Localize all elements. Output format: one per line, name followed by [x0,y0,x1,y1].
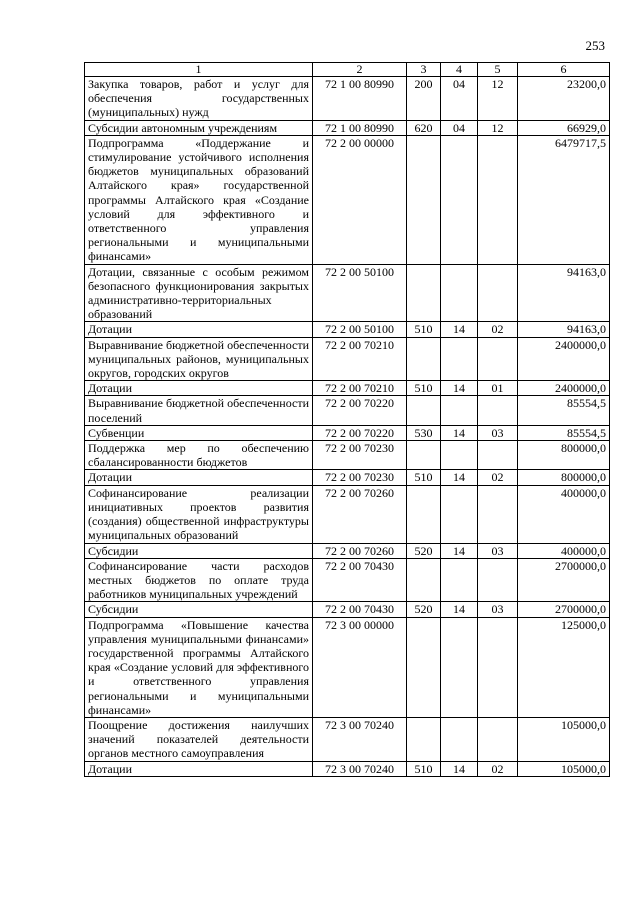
row-type-cell: 520 [407,602,441,617]
row-subsection-cell [478,135,518,264]
row-name-cell: Субвенции [85,425,313,440]
row-amount-cell: 23200,0 [518,77,610,121]
budget-table [84,62,610,777]
row-type-cell [407,135,441,264]
row-amount-cell: 2700000,0 [518,602,610,617]
row-type-cell [407,337,441,381]
row-name-cell: Дотации [85,470,313,485]
row-code-cell: 72 3 00 70240 [313,717,407,761]
row-amount-cell: 400000,0 [518,543,610,558]
table-row [85,558,610,602]
row-subsection-cell: 02 [478,761,518,776]
table-row [85,135,610,264]
row-type-cell [407,717,441,761]
row-code-cell: 72 2 00 50100 [313,322,407,337]
row-subsection-cell: 02 [478,322,518,337]
row-code-cell: 72 2 00 70260 [313,485,407,543]
table-row [85,322,610,337]
row-name-cell: Подпрограмма «Повышение качества управления муниципальными финансами» государственной программы Алтайского края «Создание условий для эффективного и ответственного управления региональными и муниципальными финансами» [85,617,313,717]
row-subsection-cell: 03 [478,543,518,558]
row-name-cell: Выравнивание бюджетной обеспеченности муниципальных районов, муниципальных округов, городских округов [85,337,313,381]
table-row [85,543,610,558]
row-subsection-cell: 12 [478,77,518,121]
row-code-cell: 72 1 00 80990 [313,77,407,121]
table-row [85,470,610,485]
table-row [85,337,610,381]
row-amount-cell: 400000,0 [518,485,610,543]
row-name-cell: Дотации [85,761,313,776]
row-section-cell [441,337,478,381]
row-code-cell: 72 2 00 70430 [313,558,407,602]
row-name-cell: Субсидии [85,602,313,617]
row-name-cell: Дотации, связанные с особым режимом безопасного функционирования закрытых административно-территориальных образований [85,264,313,322]
row-type-cell: 510 [407,470,441,485]
row-amount-cell: 6479717,5 [518,135,610,264]
table-row [85,602,610,617]
row-code-cell: 72 2 00 70210 [313,381,407,396]
row-name-cell: Выравнивание бюджетной обеспеченности поселений [85,396,313,425]
row-amount-cell: 2700000,0 [518,558,610,602]
row-type-cell: 530 [407,425,441,440]
row-amount-cell: 125000,0 [518,617,610,717]
column-header: 3 [407,63,441,77]
row-subsection-cell [478,558,518,602]
row-amount-cell: 94163,0 [518,322,610,337]
row-section-cell [441,441,478,470]
row-code-cell: 72 1 00 80990 [313,120,407,135]
row-amount-cell: 105000,0 [518,761,610,776]
row-section-cell: 14 [441,761,478,776]
row-type-cell [407,485,441,543]
row-amount-cell: 85554,5 [518,396,610,425]
row-type-cell [407,264,441,322]
column-header: 1 [85,63,313,77]
column-header: 5 [478,63,518,77]
row-section-cell [441,617,478,717]
table-body [85,63,610,777]
row-section-cell [441,396,478,425]
row-name-cell: Софинансирование реализации инициативных проектов развития (создания) общественной инфраструктуры муниципальных образований [85,485,313,543]
row-type-cell: 520 [407,543,441,558]
row-amount-cell: 800000,0 [518,470,610,485]
row-subsection-cell [478,717,518,761]
row-type-cell: 620 [407,120,441,135]
column-header: 6 [518,63,610,77]
row-name-cell: Дотации [85,381,313,396]
table-row [85,441,610,470]
row-amount-cell: 2400000,0 [518,381,610,396]
row-code-cell: 72 2 00 70220 [313,396,407,425]
row-name-cell: Субсидии автономным учреждениям [85,120,313,135]
row-code-cell: 72 2 00 70230 [313,441,407,470]
row-section-cell: 14 [441,470,478,485]
table-row [85,381,610,396]
table-row [85,264,610,322]
row-type-cell: 510 [407,381,441,396]
row-section-cell: 14 [441,543,478,558]
table-row [85,120,610,135]
row-code-cell: 72 2 00 50100 [313,264,407,322]
row-type-cell [407,617,441,717]
row-type-cell [407,441,441,470]
row-section-cell: 14 [441,381,478,396]
row-name-cell: Субсидии [85,543,313,558]
row-subsection-cell [478,485,518,543]
page-number: 253 [585,38,605,53]
row-subsection-cell: 03 [478,602,518,617]
row-type-cell [407,396,441,425]
row-subsection-cell [478,396,518,425]
table-row [85,485,610,543]
row-subsection-cell [478,617,518,717]
row-subsection-cell: 03 [478,425,518,440]
table-row [85,617,610,717]
row-code-cell: 72 2 00 70260 [313,543,407,558]
row-section-cell: 14 [441,322,478,337]
row-code-cell: 72 2 00 70430 [313,602,407,617]
table-row [85,77,610,121]
row-code-cell: 72 2 00 70230 [313,470,407,485]
row-section-cell: 04 [441,77,478,121]
row-section-cell [441,135,478,264]
row-section-cell [441,485,478,543]
column-header: 4 [441,63,478,77]
row-amount-cell: 800000,0 [518,441,610,470]
row-code-cell: 72 2 00 70220 [313,425,407,440]
row-section-cell: 04 [441,120,478,135]
row-section-cell: 14 [441,425,478,440]
row-code-cell: 72 3 00 70240 [313,761,407,776]
row-type-cell: 200 [407,77,441,121]
row-subsection-cell [478,441,518,470]
row-type-cell: 510 [407,761,441,776]
row-code-cell: 72 2 00 00000 [313,135,407,264]
row-section-cell: 14 [441,602,478,617]
row-amount-cell: 85554,5 [518,425,610,440]
row-subsection-cell: 01 [478,381,518,396]
table-row [85,396,610,425]
row-name-cell: Поощрение достижения наилучших значений показателей деятельности органов местного самоуправления [85,717,313,761]
row-code-cell: 72 2 00 70210 [313,337,407,381]
row-section-cell [441,558,478,602]
row-subsection-cell: 02 [478,470,518,485]
row-section-cell [441,264,478,322]
row-name-cell: Закупка товаров, работ и услуг для обеспечения государственных (муниципальных) нужд [85,77,313,121]
row-subsection-cell [478,337,518,381]
row-type-cell [407,558,441,602]
table-row [85,425,610,440]
row-section-cell [441,717,478,761]
table-row [85,761,610,776]
row-type-cell: 510 [407,322,441,337]
row-amount-cell: 66929,0 [518,120,610,135]
column-header: 2 [313,63,407,77]
row-name-cell: Дотации [85,322,313,337]
row-name-cell: Подпрограмма «Поддержание и стимулирование устойчивого исполнения бюджетов муниципальных образований Алтайского края» государственной программы Алтайского края «Создание условий для эффективного и ответственного управления региональными и муниципальными финансами» [85,135,313,264]
row-name-cell: Софинансирование части расходов местных бюджетов по оплате труда работников муниципальных учреждений [85,558,313,602]
row-subsection-cell: 12 [478,120,518,135]
row-amount-cell: 94163,0 [518,264,610,322]
header-row [85,63,610,77]
row-name-cell: Поддержка мер по обеспечению сбалансированности бюджетов [85,441,313,470]
table-row [85,717,610,761]
row-subsection-cell [478,264,518,322]
row-code-cell: 72 3 00 00000 [313,617,407,717]
row-amount-cell: 2400000,0 [518,337,610,381]
row-amount-cell: 105000,0 [518,717,610,761]
